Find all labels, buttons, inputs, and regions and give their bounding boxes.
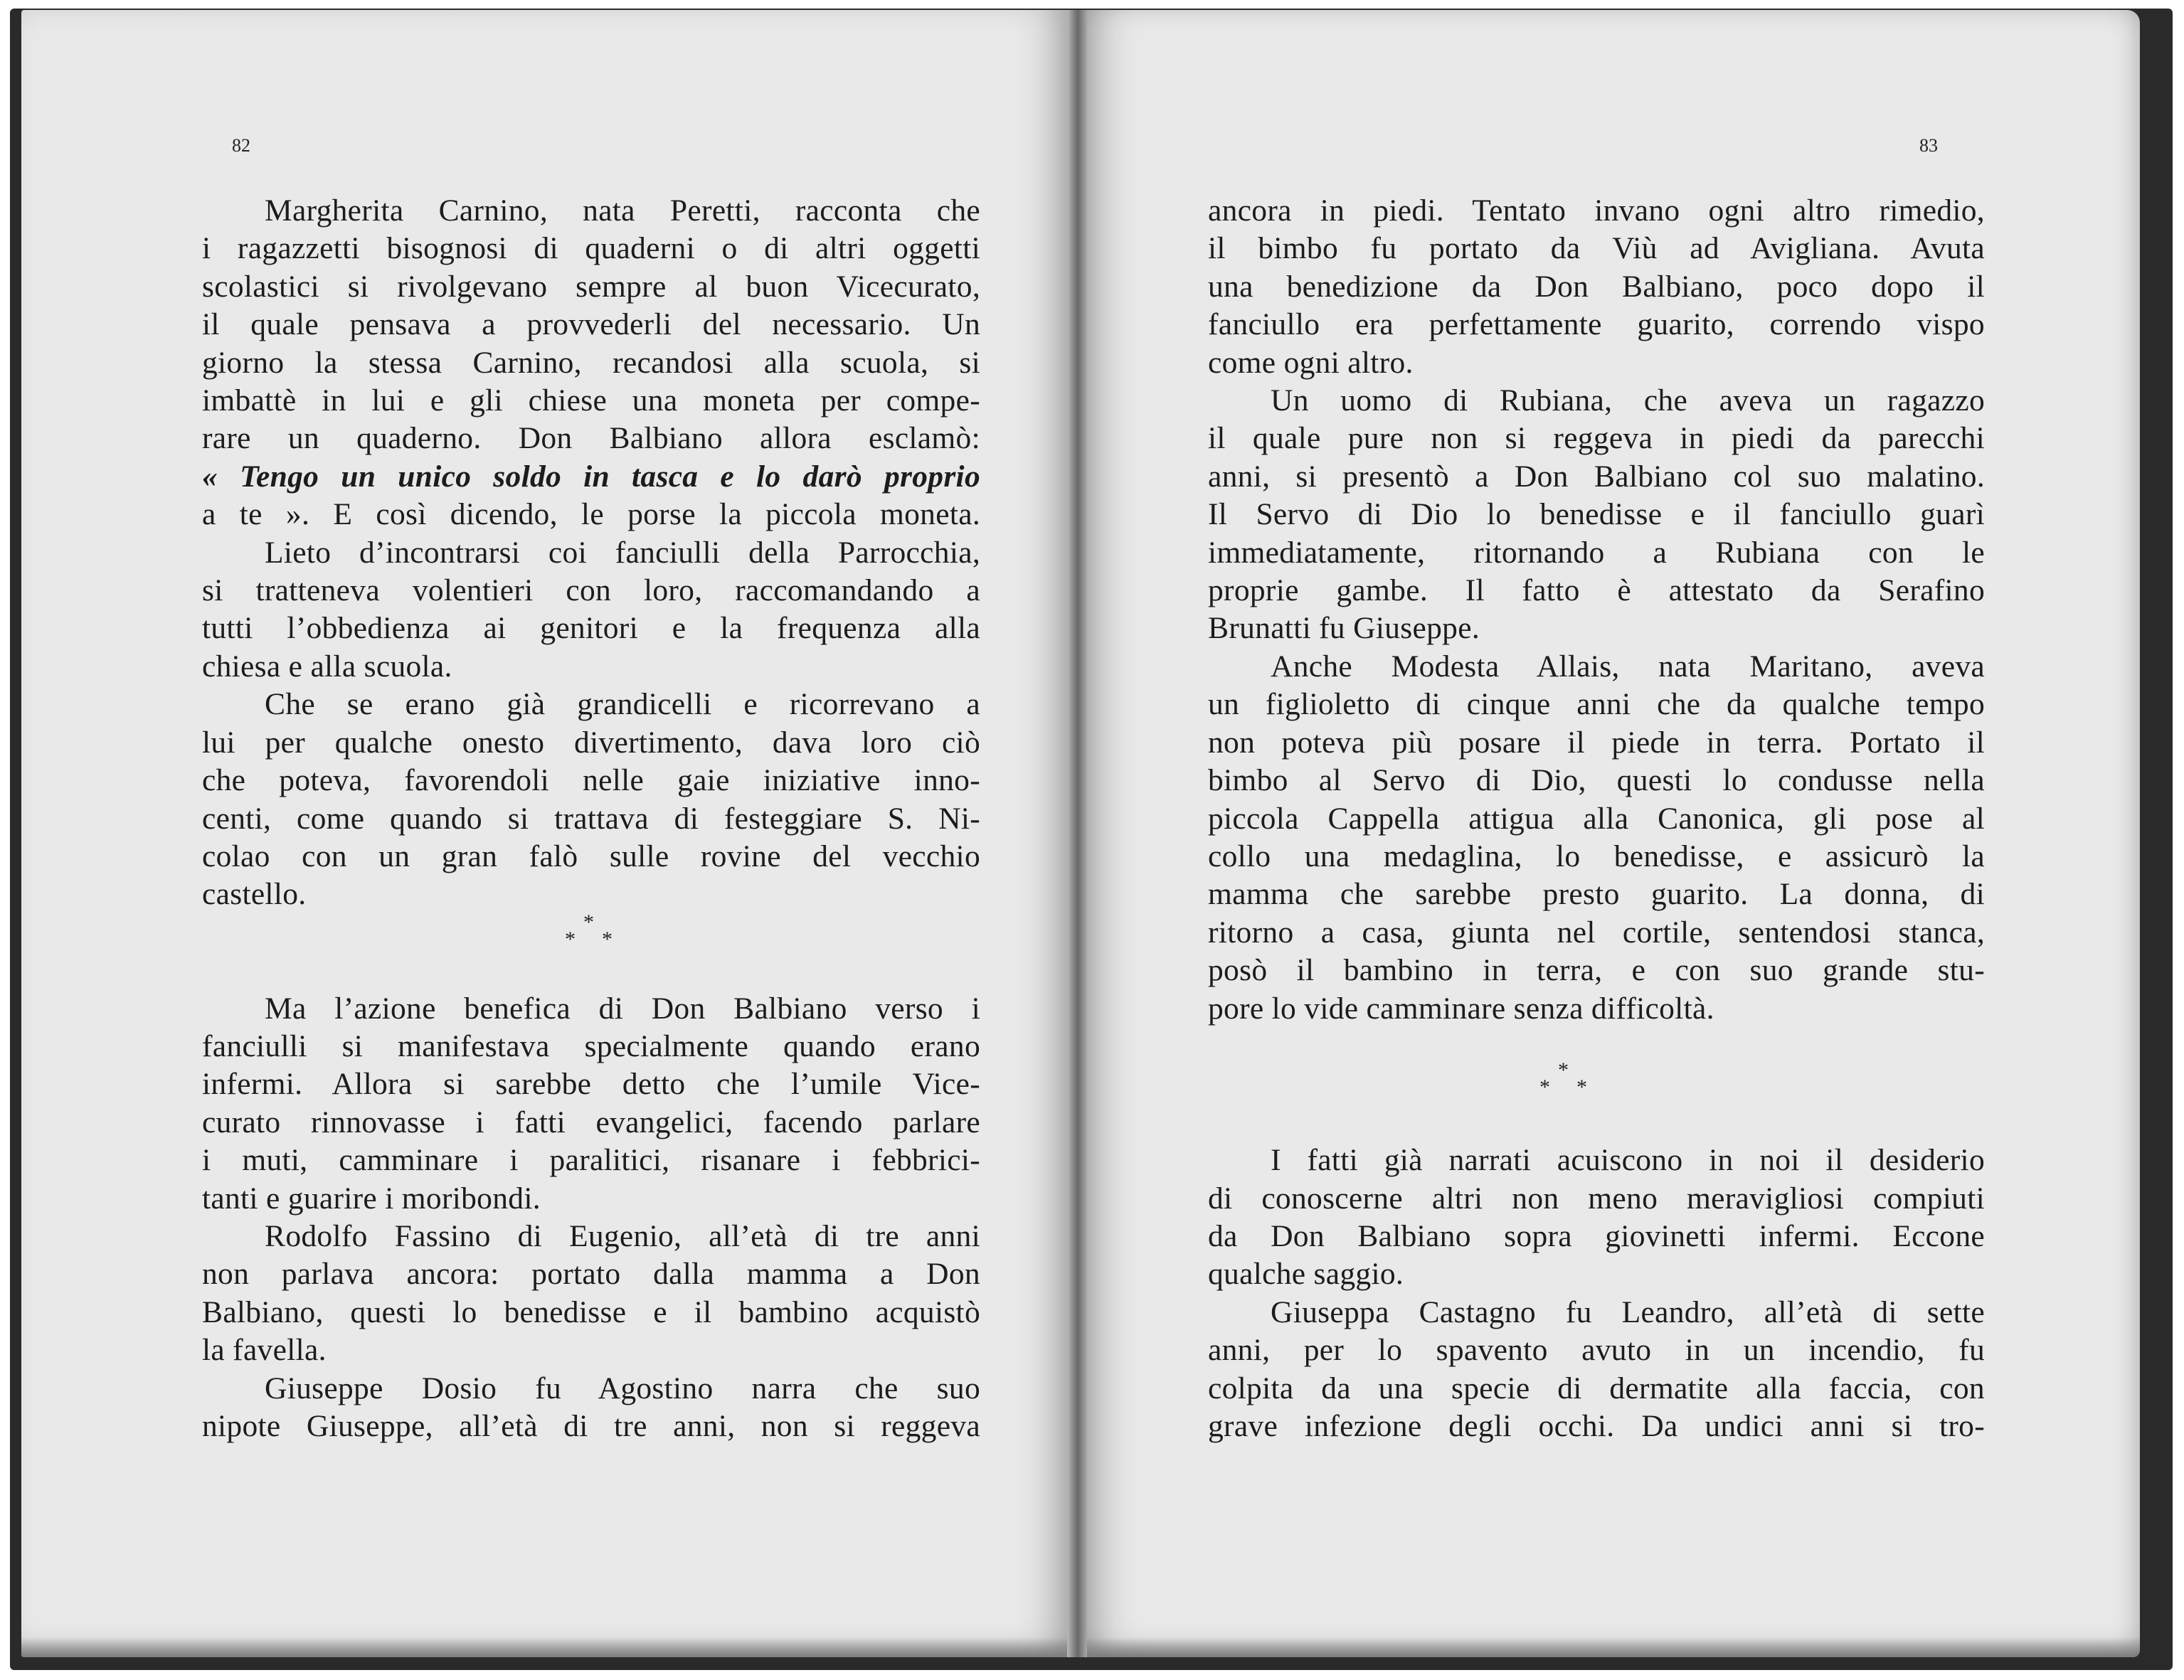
text-line: Il Servo di Dio lo benedisse e il fanciullo guarì [1208,497,1985,532]
text-line: chiesa e alla scuola. [202,649,452,684]
text-line: come ogni altro. [1208,345,1414,380]
text-line: Margherita Carnino, nata Peretti, racconta che [265,193,980,228]
italic-quote: « Tengo un unico soldo in tasca e lo darò proprio [202,459,980,494]
text-line: Balbiano, questi lo benedisse e il bambino acquistò [202,1294,980,1329]
page-number: 83 [1919,135,1938,156]
text-line: Brunatti fu Giuseppe. [1208,611,1480,646]
text-line: Un uomo di Rubiana, che aveva un ragazzo [1271,383,1985,418]
text-line: di conoscerne altri non meno meravigliosi compiuti [1208,1181,1985,1216]
page-body [1208,192,1985,1445]
text-line: posò il bambino in terra, e con suo grande stu- [1208,953,1985,988]
asterisk: * [565,927,576,951]
text-line: i muti, camminare i paralitici, risanare i febbrici- [202,1143,980,1178]
text-line: centi, come quando si trattava di festeggiare S. Ni- [202,801,980,836]
text-line: piccola Cappella attigua alla Canonica, gli pose al [1208,801,1985,836]
asterisk: * [602,927,613,951]
text-line: proprie gambe. Il fatto è attestato da Serafino [1208,573,1985,608]
text-line: colao con un gran falò sulle rovine del vecchio [202,839,980,873]
text-line: a te ». E così dicendo, le porse la piccola moneta. [202,497,980,532]
text-line: tutti l’obbedienza ai genitori e la frequenza alla [202,611,980,646]
text-line: il quale pure non si reggeva in piedi da parecchi [1208,421,1985,456]
text-line: ritorno a casa, giunta nel cortile, sentendosi stanca, [1208,915,1985,950]
text-line: ancora in piedi. Tentato invano ogni altro rimedio, [1208,193,1985,228]
text-line: una benedizione da Don Balbiano, poco dopo il [1208,269,1985,304]
text-line: Anche Modesta Allais, nata Maritano, aveva [1271,649,1985,684]
text-line: mamma che sarebbe presto guarito. La donna, di [1208,877,1985,912]
text-line: Ma l’azione benefica di Don Balbiano verso i [265,991,980,1026]
text-line: lui per qualche onesto divertimento, dava loro ciò [202,725,980,760]
text-line: nipote Giuseppe, all’età di tre anni, non si reggeva [202,1408,980,1443]
text-line: il bimbo fu portato da Viù ad Avigliana. Avuta [1208,231,1985,266]
asterisk: * [1558,1058,1569,1082]
text-line: Che se erano già grandicelli e ricorrevano a [265,687,980,722]
text-line: si tratteneva volentieri con loro, raccomandando a [202,573,980,608]
text-line: curato rinnovasse i fatti evangelici, facendo parlare [202,1105,980,1139]
section-gap [1208,1104,1985,1142]
book-gutter [1067,10,1087,1657]
text-line: Rodolfo Fassino di Eugenio, all’età di tre anni [265,1218,980,1253]
text-line: immediatamente, ritornando a Rubiana con le [1208,535,1985,570]
text-line: da Don Balbiano sopra giovinetti infermi. Eccone [1208,1218,1985,1253]
right-page [1087,10,2140,1657]
page-edge-shadow [21,1637,1067,1657]
asterisk: * [583,910,594,934]
asterisk: * [1539,1075,1550,1099]
text-line: anni, si presentò a Don Balbiano col suo malatino. [1208,459,1985,494]
text-line: non parlava ancora: portato dalla mamma a Don [202,1257,980,1292]
text-line: bimbo al Servo di Dio, questi lo condusse nella [1208,763,1985,798]
section-gap [1208,1028,1985,1065]
text-line: scolastici si rivolgevano sempre al buon Vicecurato, [202,269,980,304]
text-line: Giuseppe Dosio fu Agostino narra che suo [265,1371,980,1405]
text-line: che poteva, favorendoli nelle gaie iniziative inno- [202,763,980,798]
text-line: castello. [202,877,307,912]
text-line: infermi. Allora si sarebbe detto che l’umile Vice- [202,1067,980,1102]
asterisk: * [1576,1075,1587,1099]
text-line: collo una medaglina, lo benedisse, e assicurò la [1208,839,1985,873]
text-line: giorno la stessa Carnino, recandosi alla scuola, si [202,345,980,380]
text-line: non poteva più posare il piede in terra. Portato il [1208,725,1985,760]
text-line: I fatti già narrati acuiscono in noi il desiderio [1271,1143,1985,1178]
text-line: un figlioletto di cinque anni che da qualche tempo [1208,687,1985,722]
page-edge-shadow [1087,1637,2140,1657]
text-line: fanciullo era perfettamente guarito, correndo vispo [1208,307,1985,342]
text-line: fanciulli si manifestava specialmente quando erano [202,1028,980,1063]
left-page [21,10,1067,1657]
text-line: colpita da una specie di dermatite alla faccia, con [1208,1371,1985,1405]
text-line: pore lo vide camminare senza difficoltà. [1208,991,1714,1026]
text-line: i ragazzetti bisognosi di quaderni o di altri oggetti [202,231,980,266]
text-line: anni, per lo spavento avuto in un incendio, fu [1208,1333,1985,1368]
section-gap [1208,1065,1985,1103]
text-line: qualche saggio. [1208,1257,1404,1292]
page-number: 82 [232,135,250,156]
text-line: tanti e guarire i moribondi. [202,1181,541,1216]
text-line: Lieto d’incontrarsi coi fanciulli della Parrocchia, [265,535,980,570]
quote-line [202,458,980,496]
text-line: Giuseppa Castagno fu Leandro, all’età di sette [1271,1294,1985,1329]
text-line: la favella. [202,1333,327,1368]
text-line: imbattè in lui e gli chiese una moneta per compe- [202,383,980,418]
text-line: rare un quaderno. Don Balbiano allora esclamò: [202,421,980,456]
text-line: grave infezione degli occhi. Da undici anni si tro- [1208,1408,1985,1443]
text-line: il quale pensava a provvederli del necessario. Un [202,307,980,342]
section-gap [202,952,980,989]
page-body [202,192,980,1445]
